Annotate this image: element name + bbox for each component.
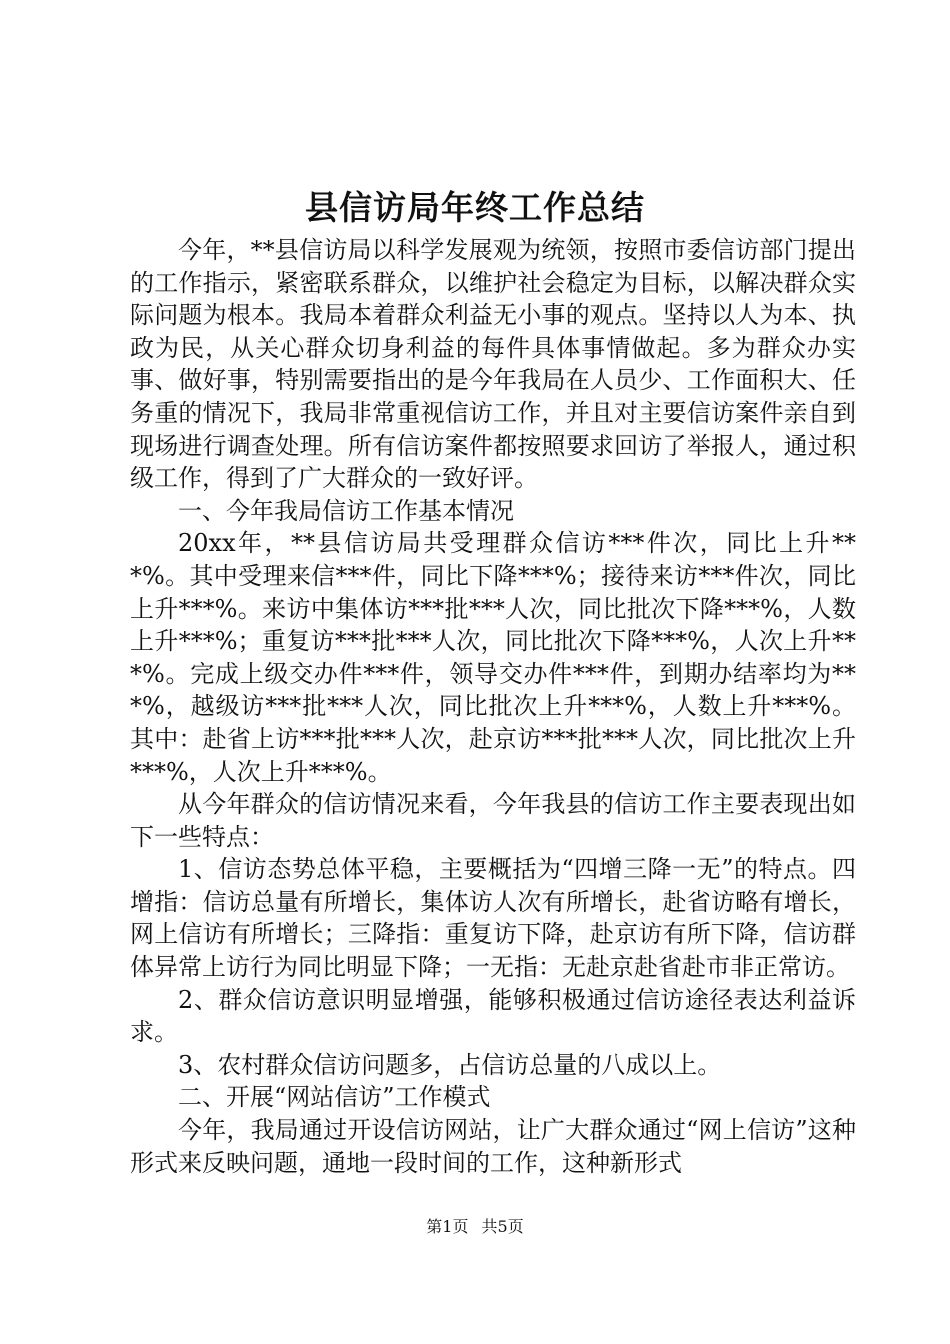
paragraph-statistics: 20xx年，**县信访局共受理群众信访***件次，同比上升***%。其中受理来信***件，同比下降***%；接待来访***件次，同比上升***%。来访中集体访***批***人次，同比批次下降***%，人数上升***%；重复访***批***人次，同比批次下降***%，人次上升***%。完成上级交办件***件，领导交办件***件，到期办结率均为***%，越级访***批***人次，同比批次上升***%，人数上升***%。其中：赴省上访***批***人次，赴京访***批***人次，同比批次上升***%，人次上升***%。 (130, 529, 856, 786)
page-footer (0, 1215, 950, 1239)
paragraph-feature-3: 3、农村群众信访问题多，占信访总量的八成以上。 (178, 1050, 722, 1079)
paragraph-feature-2: 2、群众信访意识明显增强，能够积极通过信访途径表达利益诉求。 (130, 985, 856, 1047)
document-title: 县信访局年终工作总结 (305, 188, 645, 227)
page-number: 第1页 (426, 1217, 469, 1236)
document-body (130, 234, 856, 1179)
section-heading-2: 二、开展“网站信访”工作模式 (178, 1083, 491, 1112)
paragraph-website: 今年，我局通过开设信访网站，让广大群众通过“网上信访”这种形式来反映问题，通地一段时间的工作，这种新形式 (130, 1116, 856, 1177)
paragraph-feature-1: 1、信访态势总体平稳，主要概括为“四增三降一无”的特点。四增指：信访总量有所增长，集体访人次有所增长，赴省访略有增长，网上信访有所增长；三降指：重复访下降，赴京访有所下降，信访群体异常上访行为同比明显下降；一无指：无赴京赴省赴市非正常访。 (130, 855, 856, 982)
page-total: 共5页 (481, 1217, 524, 1236)
paragraph-intro: 今年，**县信访局以科学发展观为统领，按照市委信访部门提出的工作指示，紧密联系群众，以维护社会稳定为目标，以解决群众实际问题为根本。我局本着群众利益无小事的观点。坚持以人为本、执政为民，从关心群众切身利益的每件具体事情做起。多为群众办实事、做好事，特别需要指出的是今年我局在人员少、工作面积大、任务重的情况下，我局非常重视信访工作，并且对主要信访案件亲自到现场进行调查处理。所有信访案件都按照要求回访了举报人，通过积级工作，得到了广大群众的一致好评。 (130, 236, 856, 493)
paragraph-features-intro: 从今年群众的信访情况来看，今年我县的信访工作主要表现出如下一些特点： (130, 790, 856, 851)
section-heading-1: 一、今年我局信访工作基本情况 (178, 496, 514, 525)
